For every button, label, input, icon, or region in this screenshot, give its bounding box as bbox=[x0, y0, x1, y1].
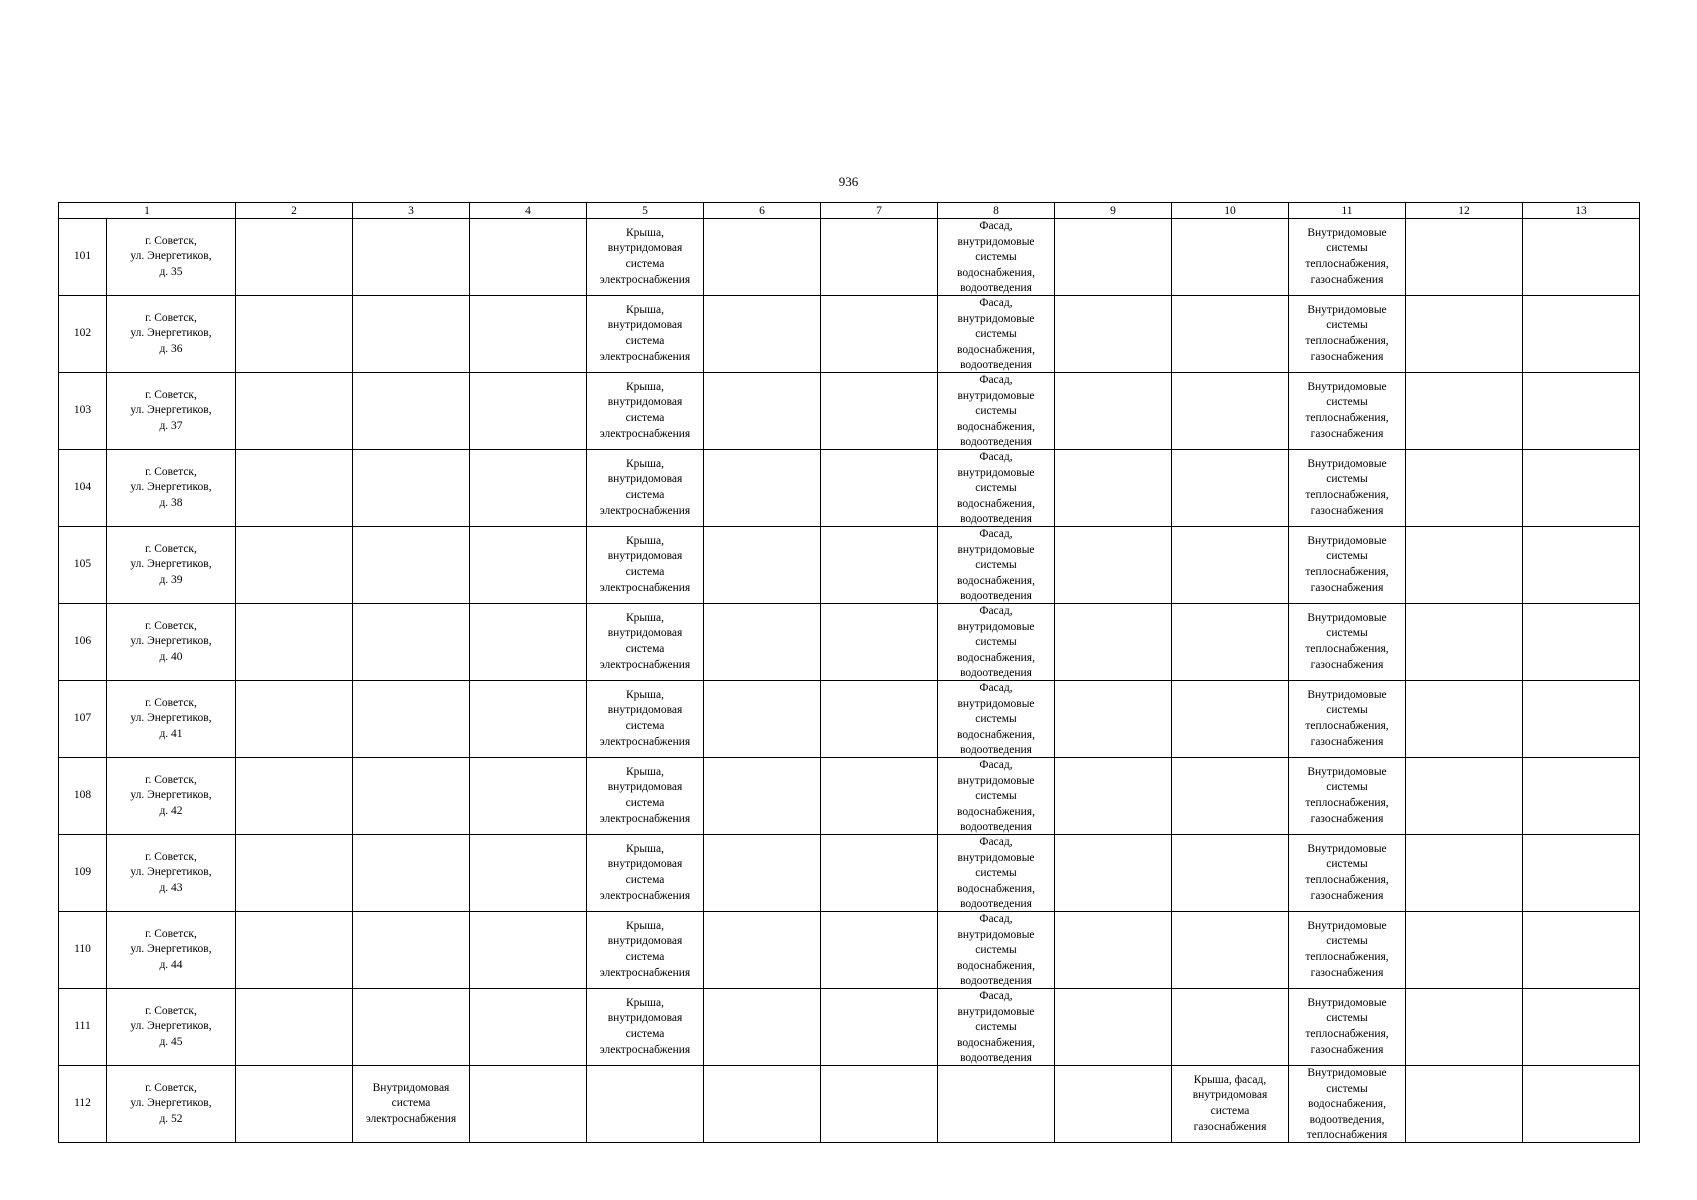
table-row bbox=[59, 296, 1640, 373]
col-13-cell bbox=[1523, 681, 1640, 758]
col-12-cell bbox=[1406, 373, 1523, 450]
column-header-7: 7 bbox=[821, 203, 938, 219]
col-3-cell bbox=[353, 604, 470, 681]
col-10-cell bbox=[1172, 912, 1289, 989]
col-8-cell bbox=[938, 373, 1055, 450]
col-8-text: Фасад, внутридомовые системы водоснабжения, водоотведения bbox=[957, 528, 1035, 603]
col-8-cell bbox=[938, 681, 1055, 758]
col-10-cell bbox=[1172, 373, 1289, 450]
col-11-text: Внутридомовые системы теплоснабжения, газоснабжения bbox=[1305, 842, 1389, 902]
col-2-cell bbox=[236, 912, 353, 989]
col-3-cell bbox=[353, 681, 470, 758]
column-header-13: 13 bbox=[1523, 203, 1640, 219]
col-8-cell bbox=[938, 912, 1055, 989]
col-8-text: Фасад, внутридомовые системы водоснабжения, водоотведения bbox=[957, 220, 1035, 295]
col-11-text: Внутридомовые системы теплоснабжения, газоснабжения bbox=[1305, 996, 1389, 1056]
column-header-8: 8 bbox=[938, 203, 1055, 219]
address-cell bbox=[107, 219, 236, 296]
address-cell bbox=[107, 681, 236, 758]
col-10-cell bbox=[1172, 450, 1289, 527]
col-9-cell bbox=[1055, 527, 1172, 604]
col-6-cell bbox=[704, 604, 821, 681]
col-10-cell bbox=[1172, 989, 1289, 1066]
col-6-cell bbox=[704, 835, 821, 912]
table-row bbox=[59, 604, 1640, 681]
col-5-text: Крыша, внутридомовая система электроснабжения bbox=[599, 380, 691, 440]
row-number-cell bbox=[59, 758, 107, 835]
col-12-cell bbox=[1406, 527, 1523, 604]
address-cell bbox=[107, 296, 236, 373]
col-6-cell bbox=[704, 450, 821, 527]
col-9-cell bbox=[1055, 296, 1172, 373]
address-cell bbox=[107, 604, 236, 681]
col-2-cell bbox=[236, 450, 353, 527]
col-10-cell bbox=[1172, 835, 1289, 912]
col-6-cell bbox=[704, 912, 821, 989]
col-11-cell bbox=[1289, 758, 1406, 835]
row-number-text: 106 bbox=[73, 635, 92, 648]
row-number-text: 101 bbox=[73, 250, 92, 263]
col-11-cell bbox=[1289, 219, 1406, 296]
col-6-cell bbox=[704, 1066, 821, 1143]
col-11-text: Внутридомовые системы теплоснабжения, газоснабжения bbox=[1305, 765, 1389, 825]
col-3-cell bbox=[353, 527, 470, 604]
col-2-cell bbox=[236, 758, 353, 835]
col-5-cell bbox=[587, 296, 704, 373]
col-4-cell bbox=[470, 1066, 587, 1143]
row-number-cell bbox=[59, 989, 107, 1066]
col-4-cell bbox=[470, 681, 587, 758]
col-5-cell bbox=[587, 1066, 704, 1143]
col-11-text: Внутридомовые системы теплоснабжения, газоснабжения bbox=[1305, 380, 1389, 440]
col-5-text: Крыша, внутридомовая система электроснабжения bbox=[599, 457, 691, 517]
address-cell bbox=[107, 450, 236, 527]
col-7-cell bbox=[821, 912, 938, 989]
col-6-cell bbox=[704, 373, 821, 450]
col-11-cell bbox=[1289, 989, 1406, 1066]
col-6-cell bbox=[704, 758, 821, 835]
row-number-text: 108 bbox=[73, 789, 92, 802]
row-number-cell bbox=[59, 681, 107, 758]
col-4-cell bbox=[470, 835, 587, 912]
column-header-10: 10 bbox=[1172, 203, 1289, 219]
col-11-cell bbox=[1289, 604, 1406, 681]
address-cell bbox=[107, 835, 236, 912]
col-12-cell bbox=[1406, 835, 1523, 912]
address-text: г. Советск, ул. Энергетиков, д. 41 bbox=[130, 696, 212, 740]
col-7-cell bbox=[821, 604, 938, 681]
col-12-cell bbox=[1406, 758, 1523, 835]
col-10-cell bbox=[1172, 219, 1289, 296]
col-7-cell bbox=[821, 450, 938, 527]
address-cell bbox=[107, 373, 236, 450]
col-11-text: Внутридомовые системы водоснабжения, водоотведения, теплоснабжения bbox=[1306, 1067, 1388, 1142]
table-row bbox=[59, 835, 1640, 912]
col-3-cell bbox=[353, 373, 470, 450]
col-8-cell bbox=[938, 835, 1055, 912]
table-row bbox=[59, 373, 1640, 450]
col-9-cell bbox=[1055, 989, 1172, 1066]
col-5-text: Крыша, внутридомовая система электроснабжения bbox=[599, 303, 691, 363]
row-number-cell bbox=[59, 1066, 107, 1143]
col-8-text: Фасад, внутридомовые системы водоснабжения, водоотведения bbox=[957, 990, 1035, 1065]
table-body bbox=[59, 203, 1640, 1143]
address-text: г. Советск, ул. Энергетиков, д. 52 bbox=[130, 1081, 212, 1125]
address-cell bbox=[107, 758, 236, 835]
col-13-cell bbox=[1523, 1066, 1640, 1143]
col-9-cell bbox=[1055, 1066, 1172, 1143]
row-number-text: 109 bbox=[73, 866, 92, 879]
col-11-cell bbox=[1289, 1066, 1406, 1143]
col-8-text: Фасад, внутридомовые системы водоснабжения, водоотведения bbox=[957, 605, 1035, 680]
col-6-cell bbox=[704, 527, 821, 604]
row-number-cell bbox=[59, 450, 107, 527]
col-10-cell bbox=[1172, 527, 1289, 604]
col-11-text: Внутридомовые системы теплоснабжения, газоснабжения bbox=[1305, 457, 1389, 517]
col-10-text: Крыша, фасад, внутридомовая система газоснабжения bbox=[1192, 1073, 1268, 1133]
column-header-5: 5 bbox=[587, 203, 704, 219]
col-6-cell bbox=[704, 989, 821, 1066]
address-cell bbox=[107, 527, 236, 604]
address-text: г. Советск, ул. Энергетиков, д. 44 bbox=[130, 927, 212, 971]
col-2-cell bbox=[236, 681, 353, 758]
col-3-cell bbox=[353, 219, 470, 296]
col-7-cell bbox=[821, 758, 938, 835]
col-7-cell bbox=[821, 681, 938, 758]
col-13-cell bbox=[1523, 758, 1640, 835]
col-8-text: Фасад, внутридомовые системы водоснабжения, водоотведения bbox=[957, 374, 1035, 449]
col-13-cell bbox=[1523, 835, 1640, 912]
col-5-text: Крыша, внутридомовая система электроснабжения bbox=[599, 996, 691, 1056]
col-12-cell bbox=[1406, 450, 1523, 527]
col-11-cell bbox=[1289, 296, 1406, 373]
address-cell bbox=[107, 989, 236, 1066]
row-number-cell bbox=[59, 296, 107, 373]
row-number-text: 105 bbox=[73, 558, 92, 571]
col-5-cell bbox=[587, 373, 704, 450]
row-number-cell bbox=[59, 219, 107, 296]
col-8-cell bbox=[938, 604, 1055, 681]
col-11-text: Внутридомовые системы теплоснабжения, газоснабжения bbox=[1305, 611, 1389, 671]
col-4-cell bbox=[470, 527, 587, 604]
col-4-cell bbox=[470, 373, 587, 450]
col-3-cell bbox=[353, 450, 470, 527]
col-3-cell bbox=[353, 296, 470, 373]
col-9-cell bbox=[1055, 604, 1172, 681]
address-text: г. Советск, ул. Энергетиков, д. 42 bbox=[130, 773, 212, 817]
col-3-text: Внутридомовая система электроснабжения bbox=[365, 1081, 457, 1125]
col-11-text: Внутридомовые системы теплоснабжения, газоснабжения bbox=[1305, 226, 1389, 286]
table-row bbox=[59, 912, 1640, 989]
col-10-cell bbox=[1172, 758, 1289, 835]
col-10-cell bbox=[1172, 604, 1289, 681]
col-3-cell bbox=[353, 835, 470, 912]
column-header-11: 11 bbox=[1289, 203, 1406, 219]
col-4-cell bbox=[470, 219, 587, 296]
col-9-cell bbox=[1055, 835, 1172, 912]
col-6-cell bbox=[704, 296, 821, 373]
col-11-text: Внутридомовые системы теплоснабжения, газоснабжения bbox=[1305, 534, 1389, 594]
col-4-cell bbox=[470, 296, 587, 373]
col-11-cell bbox=[1289, 373, 1406, 450]
column-number-header-row bbox=[59, 203, 1640, 219]
col-12-cell bbox=[1406, 1066, 1523, 1143]
col-11-text: Внутридомовые системы теплоснабжения, газоснабжения bbox=[1305, 919, 1389, 979]
column-header-4: 4 bbox=[470, 203, 587, 219]
col-8-cell bbox=[938, 219, 1055, 296]
col-13-cell bbox=[1523, 219, 1640, 296]
col-5-text: Крыша, внутридомовая система электроснабжения bbox=[599, 226, 691, 286]
col-5-cell bbox=[587, 450, 704, 527]
column-header-6: 6 bbox=[704, 203, 821, 219]
col-8-cell bbox=[938, 527, 1055, 604]
col-11-cell bbox=[1289, 912, 1406, 989]
col-5-cell bbox=[587, 912, 704, 989]
col-13-cell bbox=[1523, 450, 1640, 527]
col-13-cell bbox=[1523, 604, 1640, 681]
row-number-cell bbox=[59, 373, 107, 450]
col-13-cell bbox=[1523, 527, 1640, 604]
col-2-cell bbox=[236, 604, 353, 681]
col-12-cell bbox=[1406, 296, 1523, 373]
col-5-text: Крыша, внутридомовая система электроснабжения bbox=[599, 534, 691, 594]
col-3-cell bbox=[353, 1066, 470, 1143]
col-9-cell bbox=[1055, 373, 1172, 450]
table-row bbox=[59, 527, 1640, 604]
col-6-cell bbox=[704, 219, 821, 296]
col-4-cell bbox=[470, 758, 587, 835]
col-3-cell bbox=[353, 758, 470, 835]
address-text: г. Советск, ул. Энергетиков, д. 39 bbox=[130, 542, 212, 586]
address-text: г. Советск, ул. Энергетиков, д. 37 bbox=[130, 388, 212, 432]
col-11-cell bbox=[1289, 835, 1406, 912]
address-text: г. Советск, ул. Энергетиков, д. 43 bbox=[130, 850, 212, 894]
col-7-cell bbox=[821, 835, 938, 912]
col-4-cell bbox=[470, 912, 587, 989]
col-7-cell bbox=[821, 296, 938, 373]
col-8-cell bbox=[938, 1066, 1055, 1143]
col-9-cell bbox=[1055, 450, 1172, 527]
col-8-text: Фасад, внутридомовые системы водоснабжения, водоотведения bbox=[957, 913, 1035, 988]
table-row bbox=[59, 758, 1640, 835]
address-cell bbox=[107, 912, 236, 989]
table-row bbox=[59, 219, 1640, 296]
col-8-text: Фасад, внутридомовые системы водоснабжения, водоотведения bbox=[957, 836, 1035, 911]
row-number-text: 102 bbox=[73, 327, 92, 340]
column-header-3: 3 bbox=[353, 203, 470, 219]
row-number-cell bbox=[59, 835, 107, 912]
col-4-cell bbox=[470, 989, 587, 1066]
col-4-cell bbox=[470, 604, 587, 681]
col-2-cell bbox=[236, 527, 353, 604]
col-13-cell bbox=[1523, 912, 1640, 989]
repair-schedule-table bbox=[58, 202, 1640, 1143]
col-5-text: Крыша, внутридомовая система электроснабжения bbox=[599, 919, 691, 979]
address-text: г. Советск, ул. Энергетиков, д. 36 bbox=[130, 311, 212, 355]
table-row bbox=[59, 1066, 1640, 1143]
col-5-cell bbox=[587, 219, 704, 296]
col-13-cell bbox=[1523, 989, 1640, 1066]
address-text: г. Советск, ул. Энергетиков, д. 38 bbox=[130, 465, 212, 509]
col-8-cell bbox=[938, 989, 1055, 1066]
column-header-1: 1 bbox=[59, 203, 236, 219]
col-7-cell bbox=[821, 1066, 938, 1143]
col-8-text: Фасад, внутридомовые системы водоснабжения, водоотведения bbox=[957, 682, 1035, 757]
row-number-text: 103 bbox=[73, 404, 92, 417]
col-8-text: Фасад, внутридомовые системы водоснабжения, водоотведения bbox=[957, 759, 1035, 834]
address-text: г. Советск, ул. Энергетиков, д. 35 bbox=[130, 234, 212, 278]
col-11-cell bbox=[1289, 681, 1406, 758]
col-7-cell bbox=[821, 527, 938, 604]
col-7-cell bbox=[821, 989, 938, 1066]
col-3-cell bbox=[353, 912, 470, 989]
col-9-cell bbox=[1055, 912, 1172, 989]
col-9-cell bbox=[1055, 219, 1172, 296]
col-5-cell bbox=[587, 835, 704, 912]
col-8-cell bbox=[938, 450, 1055, 527]
col-5-text: Крыша, внутридомовая система электроснабжения bbox=[599, 611, 691, 671]
col-11-cell bbox=[1289, 527, 1406, 604]
row-number-cell bbox=[59, 527, 107, 604]
col-11-text: Внутридомовые системы теплоснабжения, газоснабжения bbox=[1305, 303, 1389, 363]
table-row bbox=[59, 450, 1640, 527]
col-8-text: Фасад, внутридомовые системы водоснабжения, водоотведения bbox=[957, 297, 1035, 372]
col-3-cell bbox=[353, 989, 470, 1066]
address-text: г. Советск, ул. Энергетиков, д. 45 bbox=[130, 1004, 212, 1048]
col-2-cell bbox=[236, 989, 353, 1066]
table-row bbox=[59, 989, 1640, 1066]
col-2-cell bbox=[236, 219, 353, 296]
col-5-text: Крыша, внутридомовая система электроснабжения bbox=[599, 842, 691, 902]
col-10-cell bbox=[1172, 296, 1289, 373]
col-5-cell bbox=[587, 604, 704, 681]
row-number-cell bbox=[59, 604, 107, 681]
col-5-cell bbox=[587, 758, 704, 835]
col-10-cell bbox=[1172, 1066, 1289, 1143]
col-5-cell bbox=[587, 681, 704, 758]
col-2-cell bbox=[236, 835, 353, 912]
table-row bbox=[59, 681, 1640, 758]
column-header-12: 12 bbox=[1406, 203, 1523, 219]
col-8-text: Фасад, внутридомовые системы водоснабжения, водоотведения bbox=[957, 451, 1035, 526]
col-13-cell bbox=[1523, 296, 1640, 373]
col-11-text: Внутридомовые системы теплоснабжения, газоснабжения bbox=[1305, 688, 1389, 748]
row-number-text: 104 bbox=[73, 481, 92, 494]
col-8-cell bbox=[938, 296, 1055, 373]
col-10-cell bbox=[1172, 681, 1289, 758]
column-header-9: 9 bbox=[1055, 203, 1172, 219]
row-number-cell bbox=[59, 912, 107, 989]
col-4-cell bbox=[470, 450, 587, 527]
col-12-cell bbox=[1406, 219, 1523, 296]
col-11-cell bbox=[1289, 450, 1406, 527]
col-2-cell bbox=[236, 373, 353, 450]
column-header-2: 2 bbox=[236, 203, 353, 219]
col-5-cell bbox=[587, 527, 704, 604]
col-9-cell bbox=[1055, 758, 1172, 835]
col-6-cell bbox=[704, 681, 821, 758]
page-number: 936 bbox=[838, 174, 859, 189]
row-number-text: 112 bbox=[74, 1097, 91, 1110]
col-8-cell bbox=[938, 758, 1055, 835]
col-2-cell bbox=[236, 1066, 353, 1143]
col-12-cell bbox=[1406, 989, 1523, 1066]
address-text: г. Советск, ул. Энергетиков, д. 40 bbox=[130, 619, 212, 663]
col-12-cell bbox=[1406, 912, 1523, 989]
row-number-text: 107 bbox=[73, 712, 92, 725]
col-5-cell bbox=[587, 989, 704, 1066]
col-7-cell bbox=[821, 219, 938, 296]
col-13-cell bbox=[1523, 373, 1640, 450]
col-5-text: Крыша, внутридомовая система электроснабжения bbox=[599, 765, 691, 825]
col-12-cell bbox=[1406, 681, 1523, 758]
address-cell bbox=[107, 1066, 236, 1143]
col-12-cell bbox=[1406, 604, 1523, 681]
col-2-cell bbox=[236, 296, 353, 373]
row-number-text: 111 bbox=[74, 1020, 91, 1033]
col-5-text: Крыша, внутридомовая система электроснабжения bbox=[599, 688, 691, 748]
col-7-cell bbox=[821, 373, 938, 450]
row-number-text: 110 bbox=[74, 943, 91, 956]
col-9-cell bbox=[1055, 681, 1172, 758]
